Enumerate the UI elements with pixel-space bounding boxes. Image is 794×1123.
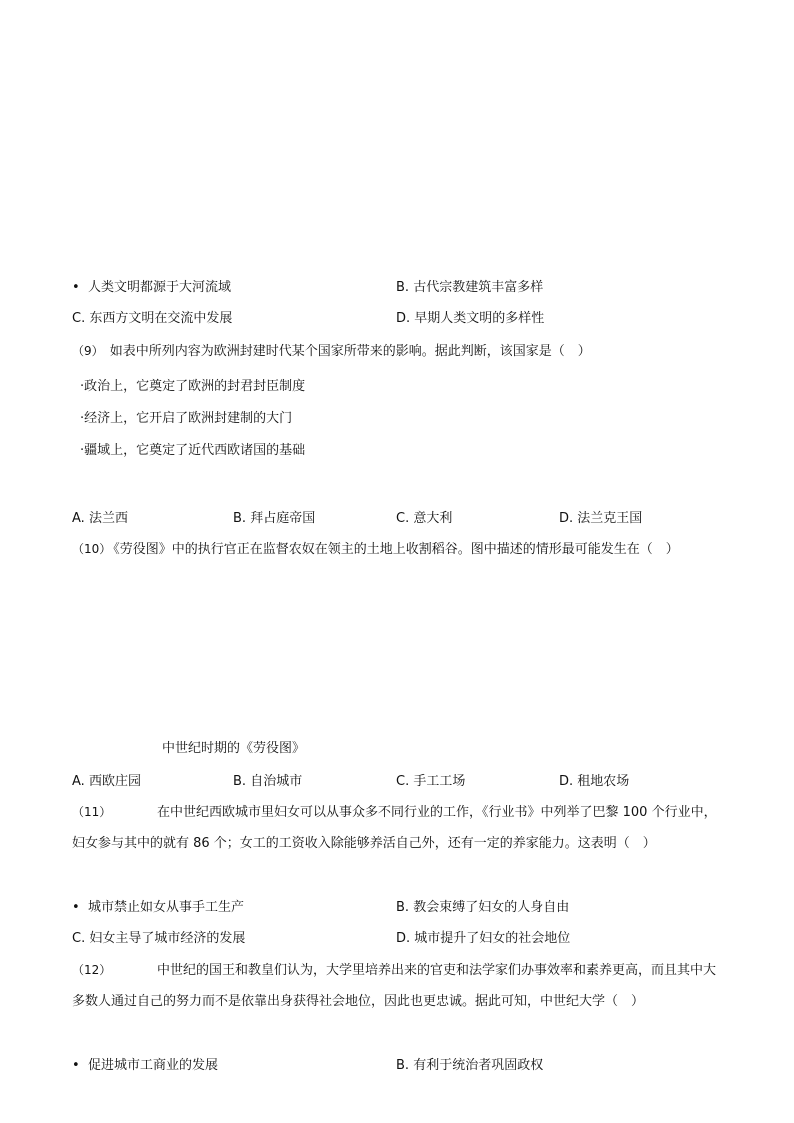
q9-stem-text: 如表中所列内容为欧洲封建时代某个国家所带来的影响。据此判断，该国家是（ ）	[109, 344, 591, 359]
q10-option-d-marker: D.	[559, 774, 574, 789]
q12-stem-text: 中世纪的国王和教皇们认为，大学里培养出来的官吏和法学家们办事效率和素养更高，而且其中大多数人通过自己的努力而不是依靠出身获得社会地位，因此也更忠诚。据此可知，中世纪大学（ ）	[72, 963, 717, 1009]
q8-option-c-marker: C.	[72, 311, 86, 326]
q11-option-a-text: 城市禁止如女从事手工生产	[88, 900, 245, 915]
q12-option-b[interactable]	[396, 1057, 543, 1075]
q8-option-b-text: 古代宗教建筑丰富多样	[413, 280, 544, 295]
q8-option-a[interactable]	[72, 279, 231, 297]
q9-fact-3: ·疆域上，它奠定了近代西欧诸国的基础	[80, 443, 306, 458]
q10-option-b[interactable]	[233, 773, 302, 791]
q10-option-d-text: 租地农场	[577, 774, 630, 789]
q12-option-b-text: 有利于统治者巩固政权	[413, 1058, 544, 1073]
q11-option-d-marker: D.	[396, 931, 411, 946]
q11-number: （11）	[72, 805, 112, 819]
q11-option-d-text: 城市提升了妇女的社会地位	[414, 931, 571, 946]
q11-option-b-marker: B.	[396, 900, 410, 915]
q10-number: （10）	[72, 542, 112, 556]
q12-option-a-text: 促进城市工商业的发展	[88, 1058, 219, 1073]
q9-option-c-marker: C.	[396, 511, 410, 526]
q8-option-d[interactable]	[396, 310, 544, 328]
q10-option-a[interactable]	[72, 773, 141, 791]
q12-stem	[72, 955, 722, 1017]
q9-option-b[interactable]	[233, 510, 315, 528]
q9-option-d-text: 法兰克王国	[577, 511, 643, 526]
q9-option-c[interactable]	[396, 510, 452, 528]
q11-stem-text: 在中世纪西欧城市里妇女可以从事众多不同行业的工作，《行业书》中列举了巴黎 100 个行业中，妇女参与其中的就有 86 个；女工的工资收入除能够养活自己外，还有一定的养家能力。这表明（ ）	[72, 805, 717, 851]
q12-number: （12）	[72, 963, 112, 977]
q11-option-a[interactable]	[72, 899, 244, 917]
q10-stem	[72, 540, 679, 559]
q12-option-a[interactable]	[72, 1057, 218, 1075]
q9-option-a-marker: A.	[72, 511, 85, 526]
q11-option-d[interactable]	[396, 930, 570, 948]
q8-option-d-text: 早期人类文明的多样性	[414, 311, 545, 326]
q12-option-b-marker: B.	[396, 1058, 410, 1073]
q10-option-c[interactable]	[396, 773, 465, 791]
q10-figure-caption: 中世纪时期的《劳役图》	[162, 741, 306, 756]
q9-option-b-marker: B.	[233, 511, 247, 526]
q11-stem	[72, 797, 722, 859]
q9-option-a-text: 法兰西	[88, 511, 128, 526]
q10-figure-area	[72, 566, 722, 734]
q9-fact-2: ·经济上，它开启了欧洲封建制的大门	[80, 411, 293, 426]
q8-option-a-marker: •	[72, 280, 80, 295]
q9-stem	[72, 342, 591, 361]
q10-stem-text: 《劳役图》中的执行官正在监督农奴在领主的土地上收割稻谷。图中描述的情形最可能发生在（ ）	[113, 542, 679, 557]
q10-option-a-marker: A.	[72, 774, 85, 789]
q11-option-c-text: 妇女主导了城市经济的发展	[89, 931, 246, 946]
q10-option-b-text: 自治城市	[250, 774, 303, 789]
q10-option-c-text: 手工工场	[413, 774, 466, 789]
q8-option-d-marker: D.	[396, 311, 411, 326]
q11-option-a-marker: •	[72, 900, 80, 915]
q9-option-d-marker: D.	[559, 511, 574, 526]
q9-option-d[interactable]	[559, 510, 642, 528]
q9-fact-1: ·政治上，它奠定了欧洲的封君封臣制度	[80, 379, 306, 394]
q10-option-b-marker: B.	[233, 774, 247, 789]
q8-option-c-text: 东西方文明在交流中发展	[89, 311, 233, 326]
q10-option-d[interactable]	[559, 773, 629, 791]
q11-option-c-marker: C.	[72, 931, 86, 946]
q12-option-a-marker: •	[72, 1058, 80, 1073]
q11-option-b[interactable]	[396, 899, 569, 917]
q11-option-b-text: 教会束缚了妇女的人身自由	[413, 900, 570, 915]
q8-option-b[interactable]	[396, 279, 543, 297]
q10-option-c-marker: C.	[396, 774, 410, 789]
q10-option-a-text: 西欧庄园	[88, 774, 141, 789]
q8-option-a-text: 人类文明都源于大河流域	[88, 280, 232, 295]
q9-option-c-text: 意大利	[413, 511, 453, 526]
q8-option-c[interactable]	[72, 310, 232, 328]
q11-option-c[interactable]	[72, 930, 245, 948]
q9-option-b-text: 拜占庭帝国	[250, 511, 316, 526]
q9-option-a[interactable]	[72, 510, 128, 528]
q8-option-b-marker: B.	[396, 280, 410, 295]
q9-number: （9）	[72, 344, 104, 358]
